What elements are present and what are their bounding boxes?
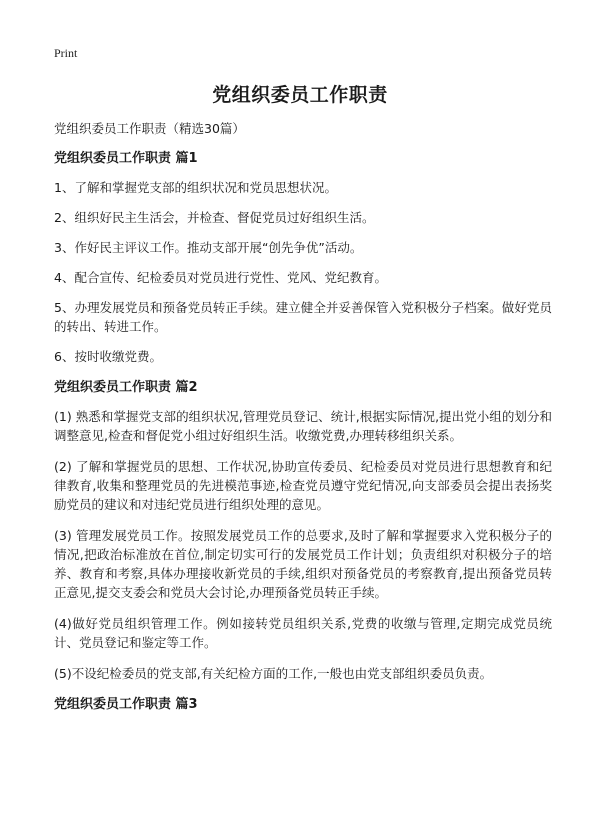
paragraph: 4、配合宣传、纪检委员对党员进行党性、党风、党纪教育。 [54,270,387,285]
paragraph: (5)不设纪检委员的党支部,有关纪检方面的工作,一般也由党支部组织委员负责。 [54,666,493,681]
paragraph: (2) 了解和掌握党员的思想、工作状况,协助宣传委员、纪检委员对党员进行思想教育和纪律教育,收集和整理党员的先进模范事迹,检查党员遵守党纪情况,向支部委员会提出表扬奖励党员的建议和对违纪党员进行组织处理的意见。 [54,459,553,512]
section-heading: 党组织委员工作职责 篇3 [54,697,198,712]
paragraph: (3) 管理发展党员工作。按照发展党员工作的总要求,及时了解和掌握要求入党积极分子的情况,把政治标准放在首位,制定切实可行的发展党员工作计划；负责组织对积极分子的培养、教育和考察,具体办理接收新党员的手续,组织对预备党员的考察教育,提出预备党员转正意见,提交支委会和党员大会讨论,办理预备党员转正手续。 [54,528,553,600]
paragraph: 2、组织好民主生活会，并检查、督促党员过好组织生活。 [54,210,375,225]
document-subtitle: 党组织委员工作职责（精选30篇） [54,121,245,136]
section-1 [54,149,552,366]
page-title: 党组织委员工作职责 [212,84,388,106]
document-body [54,119,552,724]
paragraph: 5、办理发展党员和预备党员转正手续。建立健全并妥善保管入党积极分子档案。做好党员的转出、转进工作。 [54,300,552,334]
paragraph: (4)做好党员组织管理工作。例如接转党员组织关系,党费的收缴与管理,定期完成党员统计、党员登记和鉴定等工作。 [54,616,552,650]
paragraph: 3、作好民主评议工作。推动支部开展“创先争优”活动。 [54,240,363,255]
section-2 [54,378,552,683]
section-3 [54,695,552,714]
paragraph: 1、了解和掌握党支部的组织状况和党员思想状况。 [54,180,337,195]
paragraph: (1) 熟悉和掌握党支部的组织状况,管理党员登记、统计,根据实际情况,提出党小组的划分和调整意见,检查和督促党小组过好组织生活。收缴党费,办理转移组织关系。 [54,409,552,443]
print-label: Print [54,46,78,60]
paragraph: 6、按时收缴党费。 [54,349,162,364]
section-heading: 党组织委员工作职责 篇1 [54,151,198,166]
section-heading: 党组织委员工作职责 篇2 [54,380,198,395]
